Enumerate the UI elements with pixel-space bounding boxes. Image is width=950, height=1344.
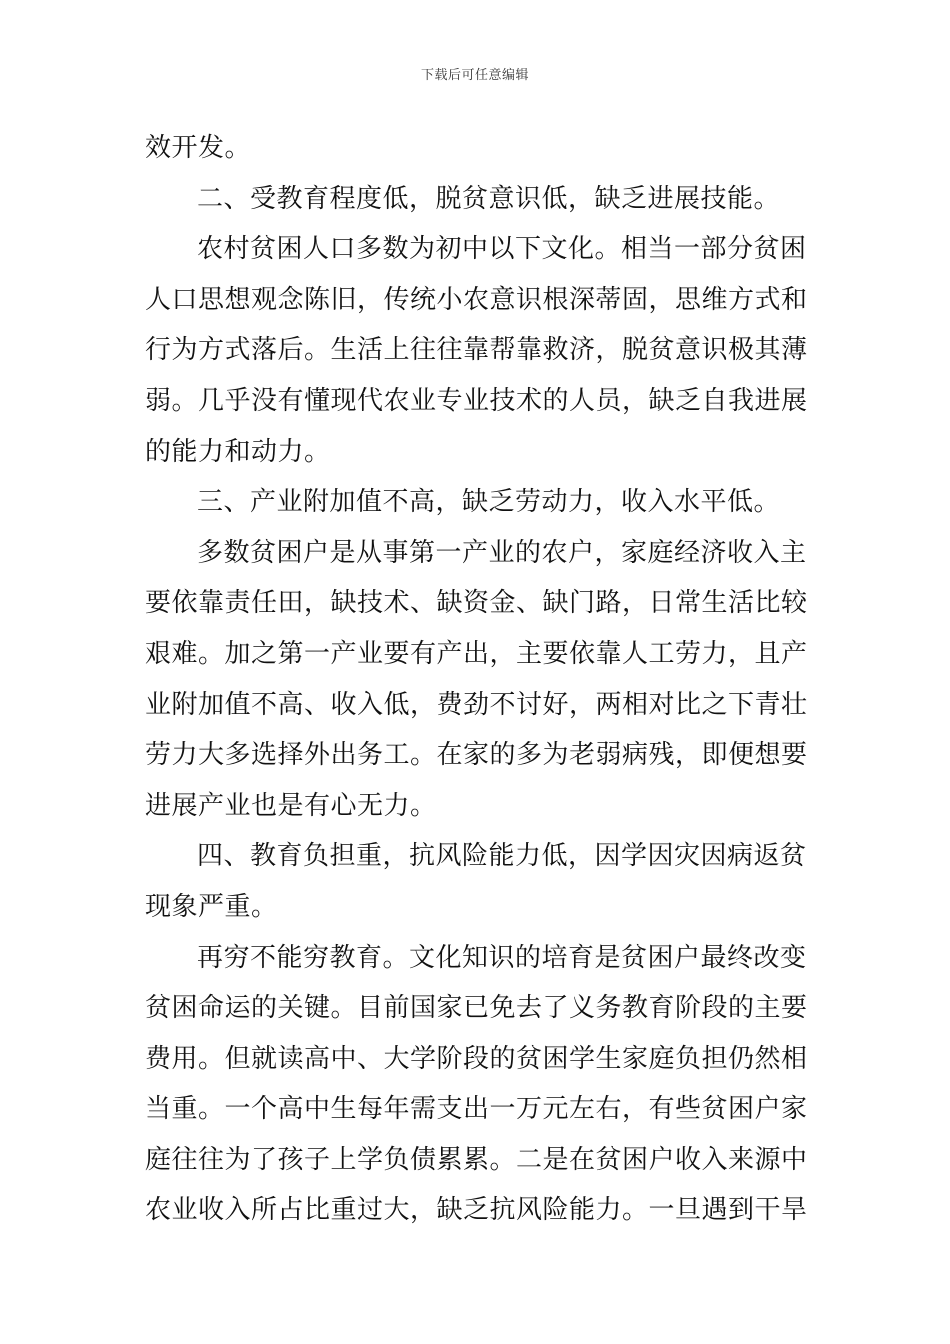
text-line: 当重。一个高中生每年需支出一万元左右，有些贫困户家 bbox=[145, 1094, 808, 1125]
section-heading: 三、产业附加值不高，缺乏劳动力，收入水平低。 bbox=[197, 487, 781, 518]
text-line: 费用。但就读高中、大学阶段的贫困学生家庭负担仍然相 bbox=[145, 1043, 808, 1074]
section-heading: 四、教育负担重，抗风险能力低，因学因灾因病返贫 bbox=[197, 841, 807, 872]
text-line: 贫困命运的关键。目前国家已免去了义务教育阶段的主要 bbox=[145, 993, 808, 1024]
text-line: 弱。几乎没有懂现代农业专业技术的人员，缺乏自我进展 bbox=[145, 385, 808, 416]
text-line: 庭往往为了孩子上学负债累累。二是在贫困户收入来源中 bbox=[145, 1144, 808, 1175]
text-line: 再穷不能穷教育。文化知识的培育是贫困户最终改变 bbox=[197, 942, 807, 973]
text-line: 要依靠责任田，缺技术、缺资金、缺门路，日常生活比较 bbox=[145, 588, 808, 619]
text-line: 多数贫困户是从事第一产业的农户，家庭经济收入主 bbox=[197, 537, 807, 568]
text-line: 劳力大多选择外出务工。在家的多为老弱病残，即便想要 bbox=[145, 740, 808, 771]
text-line: 业附加值不高、收入低，费劲不讨好，两相对比之下青壮 bbox=[145, 689, 808, 720]
page-header: 下载后可任意编辑 bbox=[420, 68, 529, 83]
document-body bbox=[145, 123, 808, 1236]
text-line: 艰难。加之第一产业要有产出，主要依靠人工劳力，且产 bbox=[145, 638, 808, 669]
text-line: 的能力和动力。 bbox=[145, 436, 331, 467]
text-line: 农业收入所占比重过大，缺乏抗风险能力。一旦遇到干旱 bbox=[145, 1195, 808, 1226]
text-line: 现象严重。 bbox=[145, 891, 278, 922]
text-line: 农村贫困人口多数为初中以下文化。相当一部分贫困 bbox=[197, 234, 807, 265]
section-heading: 二、受教育程度低，脱贫意识低，缺乏进展技能。 bbox=[197, 183, 781, 214]
text-line: 行为方式落后。生活上往往靠帮靠救济，脱贫意识极其薄 bbox=[145, 335, 808, 366]
text-line: 进展产业也是有心无力。 bbox=[145, 790, 437, 821]
text-line: 效开发。 bbox=[145, 133, 252, 163]
text-line: 人口思想观念陈旧，传统小农意识根深蒂固，思维方式和 bbox=[145, 284, 808, 315]
